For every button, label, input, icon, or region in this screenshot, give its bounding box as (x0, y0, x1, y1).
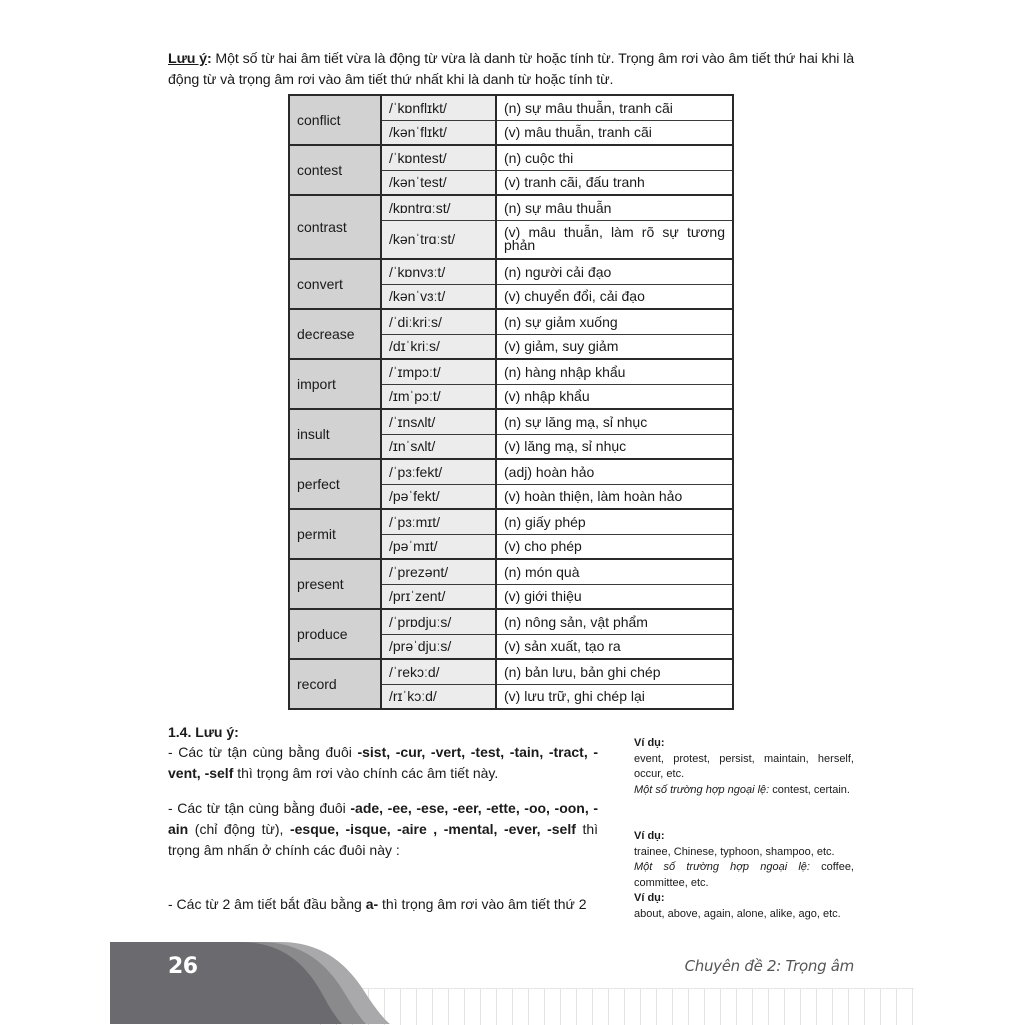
meaning-cell: (adj) hoàn hảo (496, 459, 733, 484)
table-row (289, 259, 733, 284)
example-words: event, protest, persist, maintain, herself, occur, etc. (634, 752, 854, 780)
meaning-cell: (v) hoàn thiện, làm hoàn hảo (496, 484, 733, 509)
meaning-cell: (n) cuộc thi (496, 145, 733, 170)
pronunciation-cell: /ˈkɒnflɪkt/ (381, 95, 496, 120)
pronunciation-cell: /ˈɪnsʌlt/ (381, 409, 496, 434)
table-row (289, 609, 733, 634)
meaning-cell: (v) sản xuất, tạo ra (496, 634, 733, 659)
word-cell: import (289, 359, 381, 409)
table-row (289, 309, 733, 334)
meaning-cell: (v) mâu thuẫn, làm rõ sự tương phản (496, 220, 733, 259)
meaning-cell: (v) lưu trữ, ghi chép lại (496, 684, 733, 709)
pronunciation-cell: /kənˈvɜːt/ (381, 284, 496, 309)
pronunciation-cell: /ˈɪmpɔːt/ (381, 359, 496, 384)
exceptions (634, 783, 854, 799)
stress-vocabulary-table (288, 94, 734, 710)
pronunciation-cell: /ˈprɒdjuːs/ (381, 609, 496, 634)
meaning-cell: (n) sự lăng mạ, sỉ nhục (496, 409, 733, 434)
rule-2-text-end: thì trọng âm nhấn ở chính các đuôi này : (168, 821, 599, 858)
meaning-cell: (v) giảm, suy giảm (496, 334, 733, 359)
page-number: 26 (168, 954, 198, 979)
meaning-cell: (v) giới thiệu (496, 584, 733, 609)
pronunciation-cell: /ˈkɒnvɜːt/ (381, 259, 496, 284)
pronunciation-cell: /ˈrekɔːd/ (381, 659, 496, 684)
word-cell: contrast (289, 195, 381, 259)
section-title: 1.4. Lưu ý: (168, 724, 239, 740)
examples-block-2 (634, 829, 854, 922)
meaning-cell: (v) mâu thuẫn, tranh cãi (496, 120, 733, 145)
pronunciation-cell: /ˈpɜːmɪt/ (381, 509, 496, 534)
word-cell: insult (289, 409, 381, 459)
example-words: about, above, again, alone, alike, ago, etc. (634, 907, 841, 920)
table-row (289, 195, 733, 220)
meaning-cell: (v) tranh cãi, đấu tranh (496, 170, 733, 195)
exceptions-label: Một số trường hợp ngoại lệ: (634, 861, 810, 873)
note-colon: : (206, 51, 212, 67)
examples-block-1 (634, 736, 854, 798)
pronunciation-cell: /prɪˈzent/ (381, 584, 496, 609)
example-label: Ví dụ: (634, 737, 665, 749)
example-label: Ví dụ: (634, 892, 665, 904)
rule-2-suffixes-a: -ade, -ee, -ese, -eer, -ette, -oo, -oon, -ain (168, 800, 598, 837)
table-row (289, 95, 733, 120)
rule-3-prefix: a- (365, 896, 379, 912)
note-label: Lưu ý (168, 51, 207, 67)
rule-2-note: (chỉ động từ), (188, 821, 290, 837)
pronunciation-cell: /pəˈmɪt/ (381, 534, 496, 559)
rule-2-text: - Các từ tận cùng bằng đuôi (168, 800, 351, 816)
exceptions-words: coffee, committee, etc. (634, 861, 854, 889)
meaning-cell: (v) nhập khẩu (496, 384, 733, 409)
pronunciation-cell: /ˈprezənt/ (381, 559, 496, 584)
exceptions-words: contest, certain. (769, 783, 850, 796)
rule-paragraph-1 (168, 742, 598, 784)
word-cell: convert (289, 259, 381, 309)
word-cell: conflict (289, 95, 381, 145)
table-row (289, 145, 733, 170)
table-row (289, 509, 733, 534)
pronunciation-cell: /rɪˈkɔːd/ (381, 684, 496, 709)
meaning-cell: (n) hàng nhập khẩu (496, 359, 733, 384)
word-cell: produce (289, 609, 381, 659)
section-1-4 (168, 722, 599, 912)
pronunciation-cell: /pəˈfekt/ (381, 484, 496, 509)
word-cell: perfect (289, 459, 381, 509)
pronunciation-cell: /prəˈdjuːs/ (381, 634, 496, 659)
exceptions (634, 860, 854, 891)
word-cell: present (289, 559, 381, 609)
pronunciation-cell: /ˈkɒntest/ (381, 145, 496, 170)
rule-3-text-end: thì trọng âm rơi vào âm tiết thứ 2 (378, 896, 587, 912)
note-text: Một số từ hai âm tiết vừa là động từ vừa là danh từ hoặc tính từ. Trọng âm rơi vào âm tiết thứ hai khi là động từ và trọng âm rơi vào âm tiết thứ nhất khi là danh từ hoặc tính từ. (168, 51, 855, 88)
word-cell: permit (289, 509, 381, 559)
rule-paragraph-2 (168, 798, 598, 861)
meaning-cell: (n) bản lưu, bản ghi chép (496, 659, 733, 684)
meaning-cell: (n) nông sản, vật phẩm (496, 609, 733, 634)
example-words: trainee, Chinese, typhoon, shampoo, etc. (634, 845, 835, 858)
table-row (289, 359, 733, 384)
rule-3-text: - Các từ 2 âm tiết bắt đầu bằng (168, 896, 366, 912)
meaning-cell: (n) sự mâu thuẫn (496, 195, 733, 220)
meaning-cell: (n) món quà (496, 559, 733, 584)
meaning-cell: (n) sự giảm xuống (496, 309, 733, 334)
pronunciation-cell: /ˈdiːkriːs/ (381, 309, 496, 334)
example-label: Ví dụ: (634, 830, 665, 842)
pronunciation-cell: /kɒntrɑːst/ (381, 195, 496, 220)
meaning-cell: (n) sự mâu thuẫn, tranh cãi (496, 95, 733, 120)
word-cell: record (289, 659, 381, 709)
meaning-cell: (n) giấy phép (496, 509, 733, 534)
note-intro (168, 49, 858, 91)
table-row (289, 559, 733, 584)
meaning-cell: (v) chuyển đổi, cải đạo (496, 284, 733, 309)
meaning-cell: (v) cho phép (496, 534, 733, 559)
word-cell: contest (289, 145, 381, 195)
table-row (289, 409, 733, 434)
rule-paragraph-3 (168, 894, 608, 915)
rule-1-suffixes: -sist, -cur, -vert, -test, -tain, -tract, -vent, -self (168, 744, 598, 781)
rule-2-suffixes-b: -esque, -isque, -aire , -mental, -ever, -self (289, 821, 576, 837)
table-row (289, 659, 733, 684)
pronunciation-cell: /dɪˈkriːs/ (381, 334, 496, 359)
meaning-cell: (v) lăng mạ, sỉ nhục (496, 434, 733, 459)
pronunciation-cell: /kənˈtest/ (381, 170, 496, 195)
word-cell: decrease (289, 309, 381, 359)
chapter-title: Chuyên đề 2: Trọng âm (684, 957, 854, 975)
exceptions-label: Một số trường hợp ngoại lệ: (634, 783, 770, 796)
pronunciation-cell: /ɪnˈsʌlt/ (381, 434, 496, 459)
pronunciation-cell: /kənˈtrɑːst/ (381, 220, 496, 259)
pronunciation-cell: /kənˈflɪkt/ (381, 120, 496, 145)
meaning-cell: (n) người cải đạo (496, 259, 733, 284)
rule-1-text: - Các từ tận cùng bằng đuôi (168, 744, 358, 760)
footer-wave-shape (110, 942, 924, 1024)
rule-1-text-end: thì trọng âm rơi vào chính các âm tiết này. (233, 765, 499, 781)
pronunciation-cell: /ɪmˈpɔːt/ (381, 384, 496, 409)
table-row (289, 459, 733, 484)
pronunciation-cell: /ˈpɜːfekt/ (381, 459, 496, 484)
